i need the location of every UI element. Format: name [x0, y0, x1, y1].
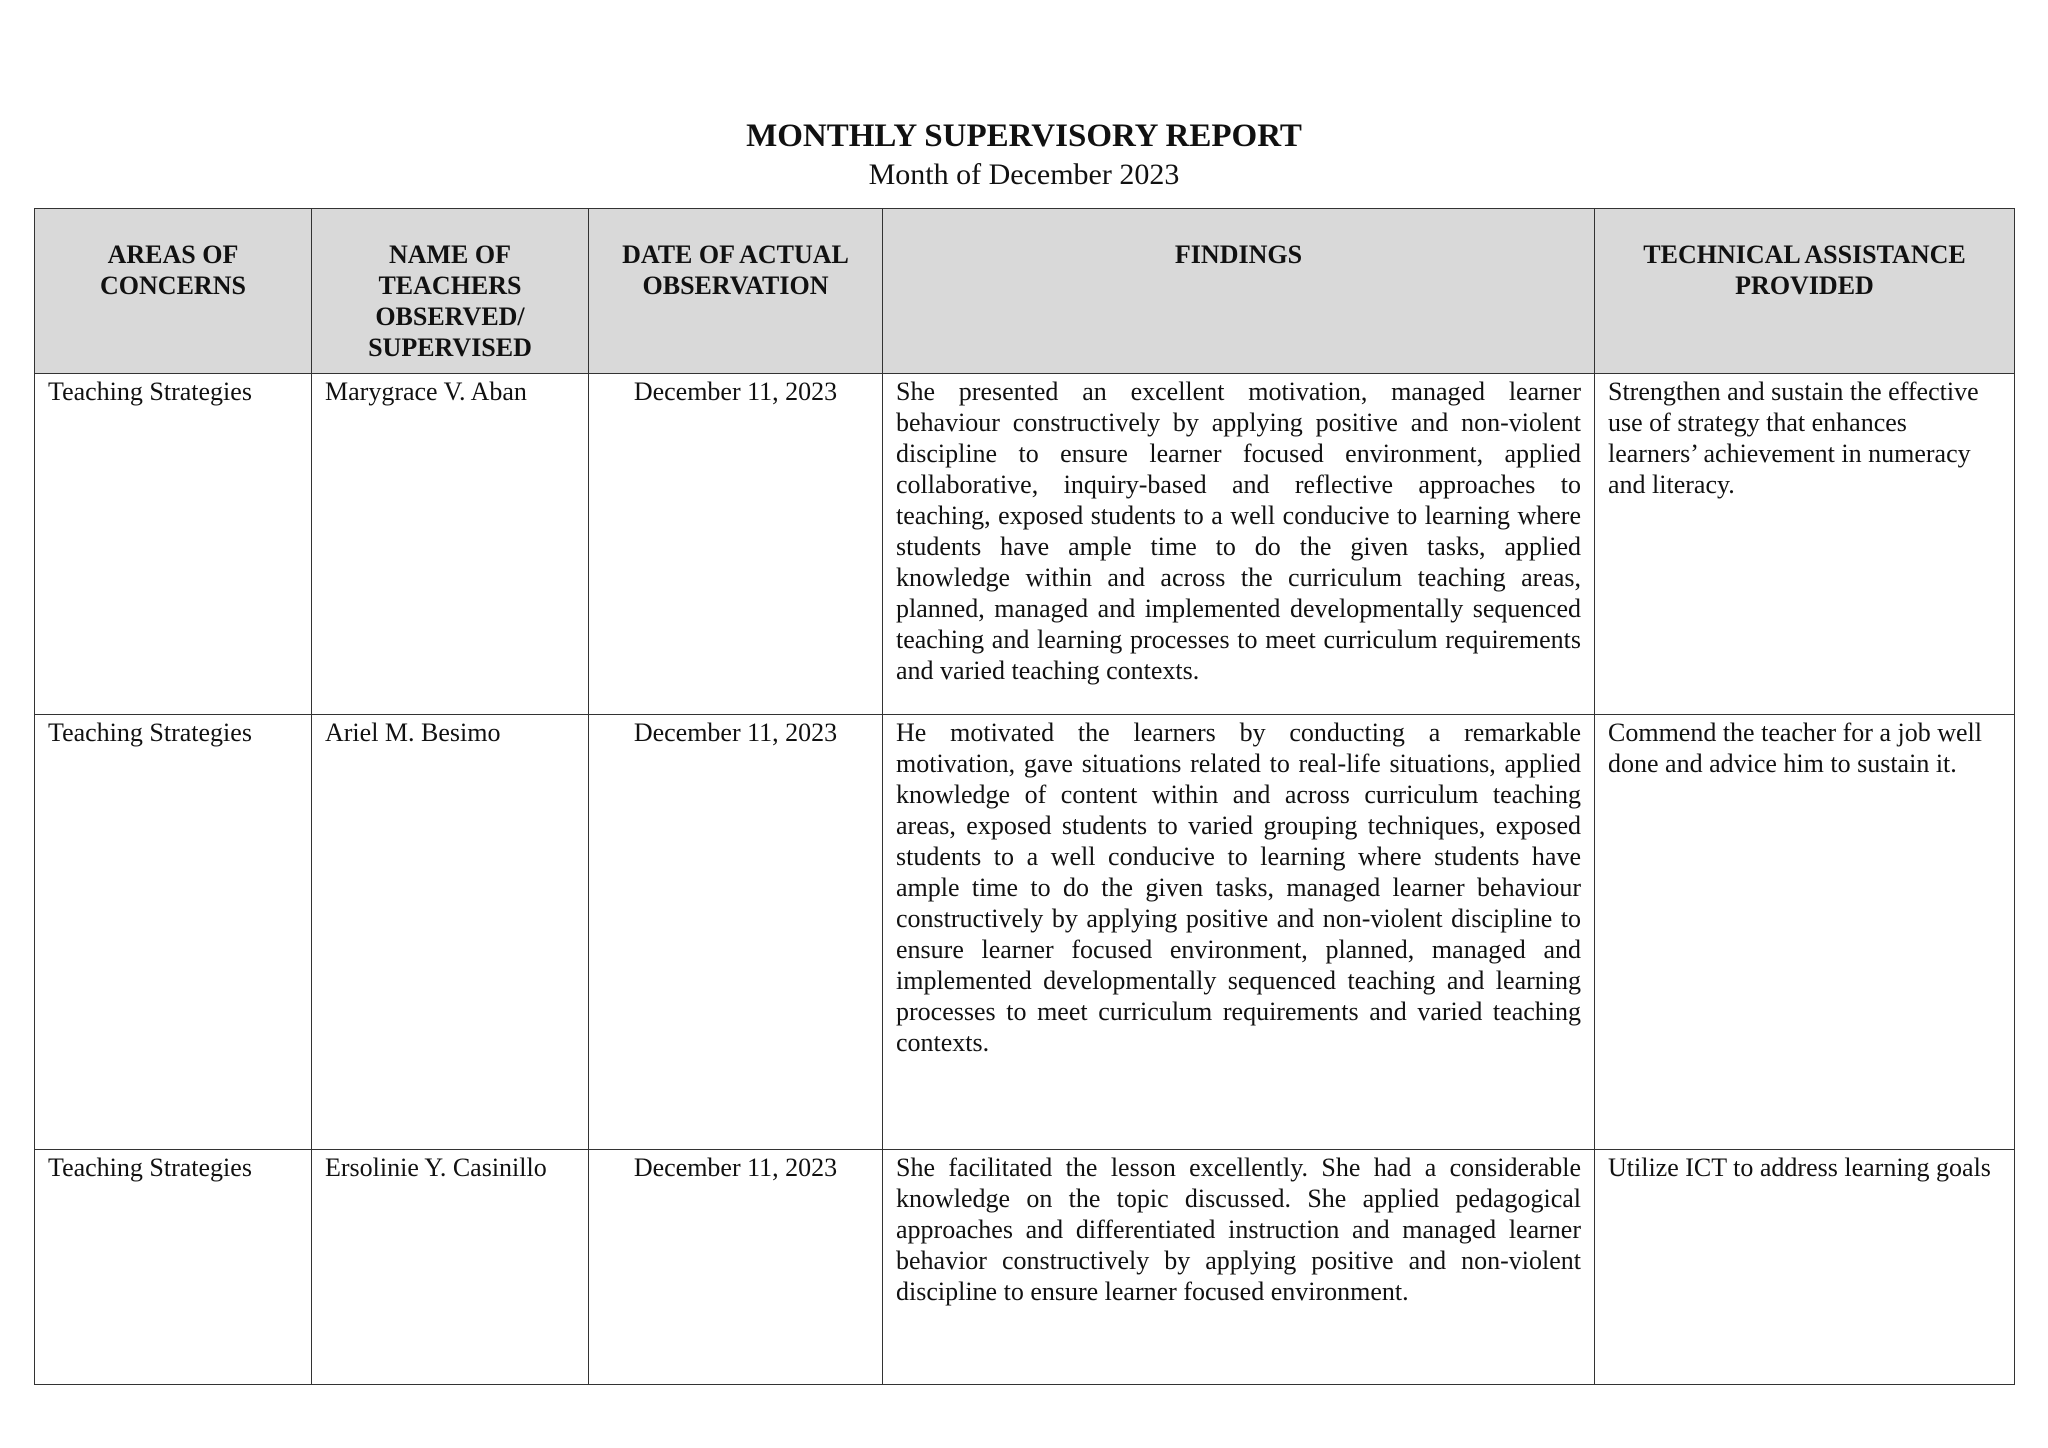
- report-subtitle: Month of December 2023: [868, 158, 1180, 191]
- cell-date: December 11, 2023: [589, 715, 883, 1150]
- header-date-of-observation: DATE OF ACTUAL OBSERVATION: [589, 209, 883, 374]
- cell-area: Teaching Strategies: [35, 715, 312, 1150]
- report-header: [0, 116, 2048, 194]
- cell-findings: She facilitated the lesson excellently. She had a considerable knowledge on the topic discussed. She applied pedagogical approaches and differentiated instruction and managed learner behavior constructively by applying positive and non-violent discipline to ensure learner focused environment.: [883, 1150, 1595, 1385]
- cell-area: Teaching Strategies: [35, 1150, 312, 1385]
- cell-technical-assistance: Utilize ICT to address learning goals: [1595, 1150, 2015, 1385]
- cell-teacher: Ersolinie Y. Casinillo: [312, 1150, 589, 1385]
- header-technical-assistance: TECHNICAL ASSISTANCE PROVIDED: [1595, 209, 2015, 374]
- cell-date: December 11, 2023: [589, 374, 883, 715]
- cell-teacher: Ariel M. Besimo: [312, 715, 589, 1150]
- cell-teacher: Marygrace V. Aban: [312, 374, 589, 715]
- header-areas-of-concerns: AREAS OF CONCERNS: [35, 209, 312, 374]
- supervisory-report-table: [34, 208, 2015, 1385]
- table-row: [35, 374, 2015, 715]
- cell-technical-assistance: Strengthen and sustain the effective use of strategy that enhances learners’ achievement in numeracy and literacy.: [1595, 374, 2015, 715]
- cell-technical-assistance: Commend the teacher for a job well done and advice him to sustain it.: [1595, 715, 2015, 1150]
- table-row: [35, 715, 2015, 1150]
- cell-area: Teaching Strategies: [35, 374, 312, 715]
- table-row: [35, 1150, 2015, 1385]
- report-title: MONTHLY SUPERVISORY REPORT: [746, 118, 1302, 154]
- cell-date: December 11, 2023: [589, 1150, 883, 1385]
- header-teachers-observed: NAME OF TEACHERS OBSERVED/ SUPERVISED: [312, 209, 589, 374]
- cell-findings: She presented an excellent motivation, managed learner behaviour constructively by applying positive and non-violent discipline to ensure learner focused environment, applied collaborative, inquiry-based and reflective approaches to teaching, exposed students to a well conducive to learning where students have ample time to do the given tasks, applied knowledge within and across the curriculum teaching areas, planned, managed and implemented developmentally sequenced teaching and learning processes to meet curriculum requirements and varied teaching contexts.: [883, 374, 1595, 715]
- cell-findings: He motivated the learners by conducting a remarkable motivation, gave situations related to real-life situations, applied knowledge of content within and across curriculum teaching areas, exposed students to varied grouping techniques, exposed students to a well conducive to learning where students have ample time to do the given tasks, managed learner behaviour constructively by applying positive and non-violent discipline to ensure learner focused environment, planned, managed and implemented developmentally sequenced teaching and learning processes to meet curriculum requirements and varied teaching contexts.: [883, 715, 1595, 1150]
- table-header-row: [35, 209, 2015, 374]
- header-findings: FINDINGS: [883, 209, 1595, 374]
